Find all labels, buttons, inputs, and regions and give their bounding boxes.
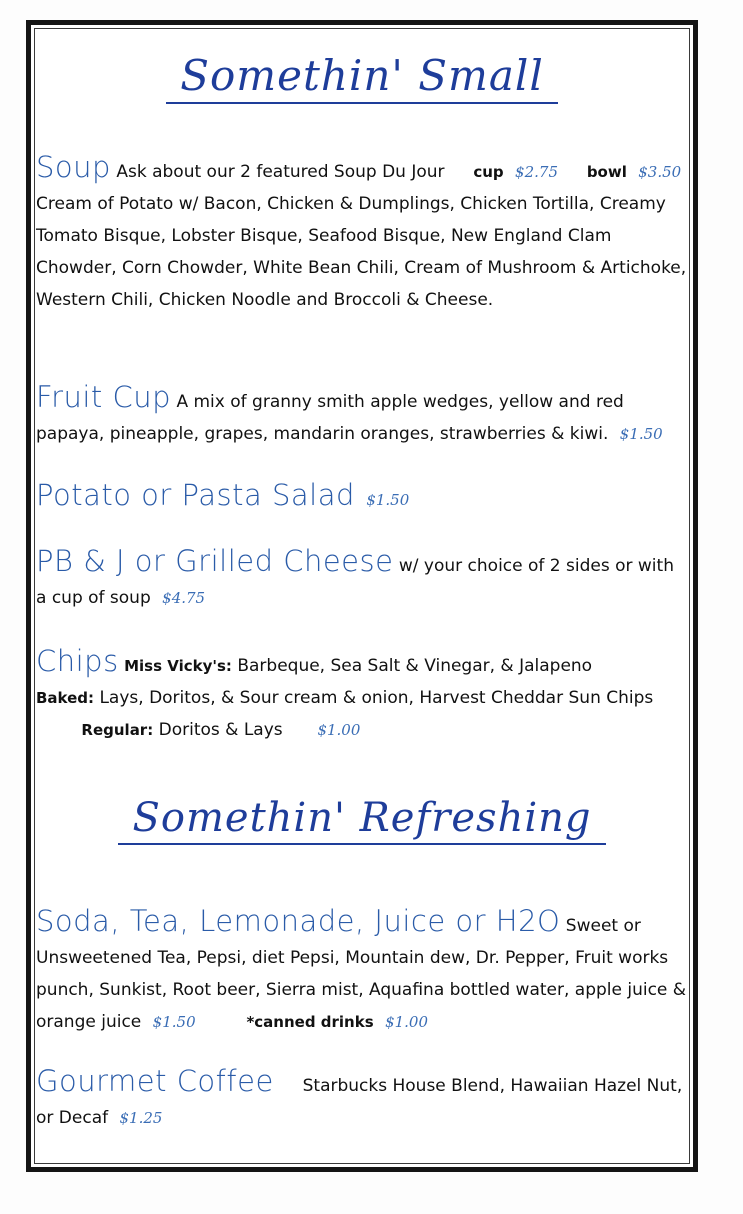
menu-item-soda [36, 905, 688, 1038]
menu-item-chips [36, 645, 688, 746]
fruit-cup-description: A mix of granny smith apple wedges, yellow and red papaya, pineapple, grapes, mandarin oranges, strawberries & kiwi. [36, 392, 624, 444]
pbj-price: $4.75 [162, 589, 206, 607]
coffee-description: Starbucks House Blend, Hawaiian Hazel Nut, or Decaf [36, 1076, 683, 1128]
salad-price: $1.50 [366, 491, 410, 509]
coffee-price: $1.25 [119, 1109, 163, 1127]
chips-regular-label: Regular: [81, 721, 154, 739]
soup-intro: Ask about our 2 featured Soup Du Jour [116, 162, 445, 182]
section-heading-small [36, 51, 688, 104]
soda-price: $1.50 [152, 1013, 196, 1031]
section-heading-refreshing [36, 795, 688, 845]
chips-baked-label: Baked: [36, 689, 95, 707]
soup-cup-label: cup [473, 163, 504, 181]
fruit-cup-price: $1.50 [619, 425, 663, 443]
soup-bowl-label: bowl [586, 163, 627, 181]
menu-item-coffee [36, 1065, 688, 1134]
section-heading-refreshing-text: Somethin' Refreshing [118, 795, 605, 845]
soup-bowl-price: $3.50 [638, 163, 682, 181]
chips-price: $1.00 [317, 721, 361, 739]
menu-item-pbj [36, 545, 688, 614]
soup-description: Cream of Potato w/ Bacon, Chicken & Dumplings, Chicken Tortilla, Creamy Tomato Bisque, Lobster Bisque, Seafood Bisque, New England Clam Chowder, Corn Chowder, White Bean Chili, Cream of Mushroom & Artichoke, Western Chili, Chicken Noodle and Broccoli & Cheese. [36, 194, 687, 310]
item-title-coffee: Gourmet Coffee [36, 1064, 274, 1098]
item-title-fruit-cup: Fruit Cup [36, 380, 172, 414]
soda-canned-price: $1.00 [385, 1013, 429, 1031]
chips-regular-list: Doritos & Lays [158, 720, 283, 740]
soup-cup-price: $2.75 [515, 163, 558, 181]
item-title-soda: Soda, Tea, Lemonade, Juice or H2O [36, 904, 561, 938]
section-heading-small-text: Somethin' Small [166, 51, 558, 104]
soda-description: Sweet or Unsweetened Tea, Pepsi, diet Pepsi, Mountain dew, Dr. Pepper, Fruit works punch, Sunkist, Root beer, Sierra mist, Aquafina bottled water, apple juice & orange juice [36, 916, 687, 1032]
menu-item-salad [36, 479, 688, 516]
soda-canned-label: *canned drinks [246, 1013, 374, 1031]
item-title-chips: Chips [36, 644, 119, 678]
item-title-pbj: PB & J or Grilled Cheese [36, 544, 394, 578]
chips-vicky-label: Miss Vicky's: [124, 657, 232, 675]
item-title-soup: Soup [36, 150, 111, 184]
menu-item-fruit-cup [36, 381, 688, 450]
chips-baked-list: Lays, Doritos, & Sour cream & onion, Harvest Cheddar Sun Chips [99, 688, 654, 708]
menu-frame [26, 20, 698, 1172]
chips-vicky-list: Barbeque, Sea Salt & Vinegar, & Jalapeno [237, 656, 593, 676]
menu-item-soup [36, 151, 688, 316]
pbj-description: w/ your choice of 2 sides or with a cup of soup [36, 556, 674, 608]
item-title-salad: Potato or Pasta Salad [36, 478, 355, 512]
